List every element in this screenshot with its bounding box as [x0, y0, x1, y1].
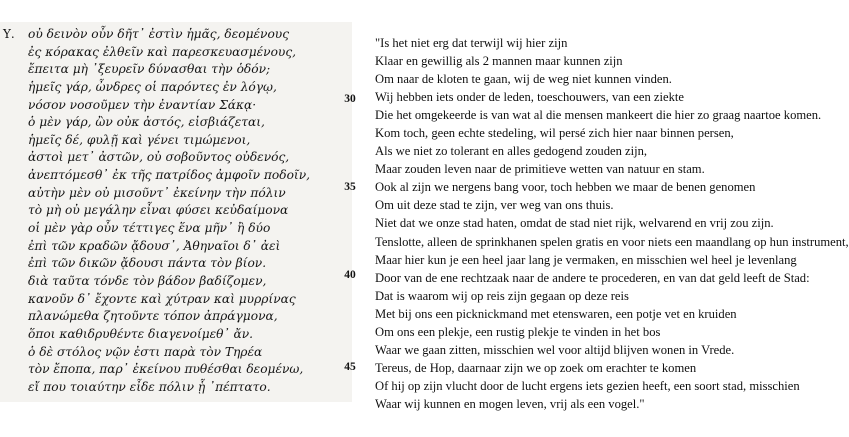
greek-line: τὸν ἔποπα, παρ᾽ ἐκείνου πυθέσθαι δεομένω, [28, 362, 304, 377]
greek-line: πλανώμεθα ζητοῦντε τόπον ἀπράγμονα, [28, 309, 278, 324]
dutch-line: Ook al zijn we nergens bang voor, toch hebben we maar de benen genomen [375, 180, 756, 195]
greek-line: τὸ μὴ οὐ μεγάλην εἶναι φύσει κεὐδαίμονα [28, 203, 289, 218]
dutch-line: Wij hebben iets onder de leden, toeschouwers, van een ziekte [375, 90, 684, 105]
greek-line-text: οὐ δεινὸν οὖν δῆτ᾽ ἐστὶν ἡμᾶς, δεομένους [28, 27, 290, 41]
greek-line: ἡμεῖς γάρ, ὦνδρες οἱ παρόντες ἐν λόγῳ, [28, 79, 277, 94]
dutch-line: Maar hier kun je een heel jaar lang je vermaken, en misschien wel heel je levenlang [375, 252, 797, 267]
greek-line: εἴ που τοιαύτην εἶδε πόλιν ᾗ ᾽πέπτατο. [28, 379, 271, 394]
line-number: 35 [344, 181, 356, 193]
dutch-line: Waar wij kunnen en mogen leven, vrij als een vogel." [375, 396, 645, 411]
dutch-line: Tereus, de Hop, daarnaar zijn we op zoek om erachter te komen [375, 360, 697, 375]
greek-line: ἀνεπτόμεσθ᾽ ἐκ τῆς πατρίδος ἀμφοῖν ποδοῖν, [28, 168, 310, 183]
greek-line: νόσον νοσοῦμεν τὴν ἐναντίαν Σάκᾳ· [28, 97, 257, 112]
line-number: 45 [344, 361, 356, 373]
dutch-line: Tenslotte, alleen de sprinkhanen spelen gratis en voor niets een maandlang op hun instrument, [375, 234, 849, 249]
dutch-line: Om ons een plekje, een rustig plekje te vinden in het bos [375, 324, 661, 339]
dutch-line: Maar zouden leven naar de primitieve wetten van natuur en stam. [375, 162, 705, 177]
speaker-label: Υ. [3, 27, 15, 41]
dutch-line: Klaar en gewillig als 2 mannen maar kunnen zijn [375, 54, 623, 69]
greek-line [0, 26, 352, 44]
greek-line: ἡμεῖς δέ, φυλῇ καὶ γένει τιμώμενοι, [28, 132, 251, 147]
dutch-line: Niet dat we onze stad haten, omdat de stad niet rijk, welvarend en vrij zou zijn. [375, 216, 774, 231]
dutch-line: Dat is waarom wij op reis zijn gegaan op deze reis [375, 288, 629, 303]
greek-line: ἐπὶ τῶν κραδῶν ᾄδουσ᾽, Ἀθηναῖοι δ᾽ ἀεὶ [28, 238, 281, 253]
greek-line: ἀστοὶ μετ᾽ ἀστῶν, οὐ σοβοῦντος οὐδενός, [28, 150, 290, 165]
dutch-line: Waar we gaan zitten, misschien wel voor altijd blijven wonen in Vrede. [375, 342, 735, 357]
dutch-line: Met bij ons een picknickmand met etenswaren, een potje vet en kruiden [375, 306, 737, 321]
greek-line: οἱ μὲν γὰρ οὖν τέττιγες ἕνα μῆν᾽ ἢ δύο [28, 221, 271, 236]
greek-line: αὐτὴν μὲν οὐ μισοῦντ᾽ ἐκείνην τὴν πόλιν [28, 185, 286, 200]
greek-line: διὰ ταῦτα τόνδε τὸν βάδον βαδίζομεν, [28, 273, 267, 288]
greek-line: ὁ δὲ στόλος νῷν ἐστι παρὰ τὸν Τηρέα [28, 344, 263, 359]
dutch-line: Door van de ene rechtzaak naar de andere te procederen, en van dat geld leeft de Stad: [375, 270, 810, 285]
greek-line: ἐς κόρακας ἐλθεῖν καὶ παρεσκευασμένους, [28, 44, 297, 59]
dutch-line: Om naar de kloten te gaan, wij de weg niet kunnen vinden. [375, 72, 672, 87]
dutch-line: Om uit deze stad te zijn, ver weg van ons thuis. [375, 198, 614, 213]
greek-text-column [0, 22, 352, 402]
dutch-line: Of hij op zijn vlucht door de lucht ergens iets gezien heeft, een soort stad, misschien [375, 378, 800, 393]
greek-line: ἔπειτα μὴ ᾽ξευρεῖν δύνασθαι τὴν ὁδόν; [28, 62, 271, 77]
dutch-line: Als we niet zo tolerant en alles gedogend zouden zijn, [375, 144, 648, 159]
dutch-line: Kom toch, geen echte stedeling, wil persé zich hier naar binnen persen, [375, 126, 734, 141]
dutch-line: Die het omgekeerde is van wat al die mensen mankeert die hier zo graag naartoe komen. [375, 108, 822, 123]
dutch-translation-column [375, 34, 849, 413]
line-number: 30 [344, 93, 356, 105]
greek-line: ἐπὶ τῶν δικῶν ᾄδουσι πάντα τὸν βίον. [28, 256, 267, 271]
greek-line: κανοῦν δ᾽ ἔχοντε καὶ χύτραν καὶ μυρρίνας [28, 291, 296, 306]
greek-line: ὅποι καθιδρυθέντε διαγενοίμεθ᾽ ἄν. [28, 326, 254, 341]
line-number: 40 [344, 269, 356, 281]
greek-line: ὁ μὲν γάρ, ὢν οὐκ ἀστός, εἰσβιάζεται, [28, 115, 265, 130]
dutch-line: "Is het niet erg dat terwijl wij hier zijn [375, 36, 568, 50]
